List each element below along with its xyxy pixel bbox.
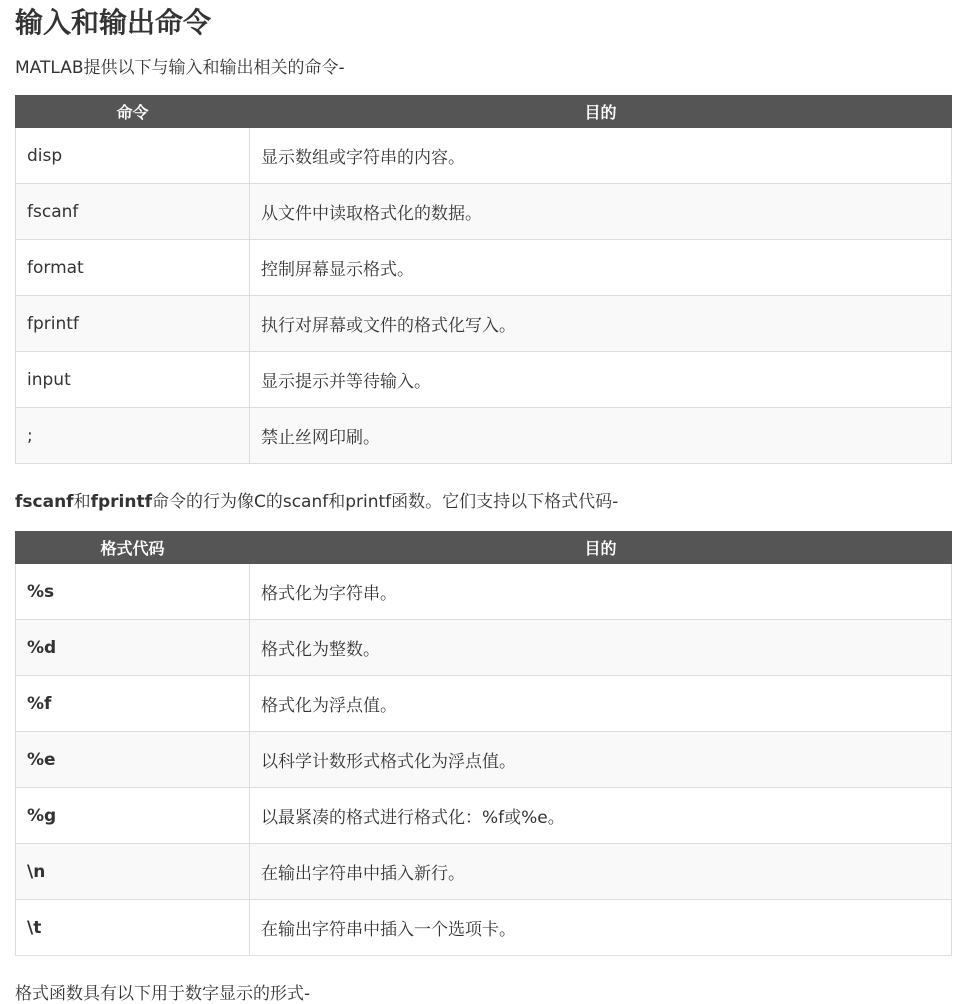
table-row: [16, 128, 952, 184]
description-text: 命令的行为像C的scanf和printf函数。它们支持以下格式代码-: [151, 492, 619, 512]
format-codes-table: [15, 531, 952, 956]
table-row: [16, 564, 952, 620]
format-code-cell: \t: [16, 900, 250, 956]
format-codes-paragraph: [15, 490, 618, 514]
keyword-fscanf: fscanf: [15, 492, 74, 512]
format-code-cell: %f: [16, 676, 250, 732]
table-header-row: [16, 96, 952, 128]
command-cell: input: [16, 352, 250, 408]
format-code-cell: %d: [16, 620, 250, 676]
intro-paragraph: MATLAB提供以下与输入和输出相关的命令-: [15, 58, 345, 78]
table-row: [16, 184, 952, 240]
purpose-cell: 禁止丝网印刷。: [250, 408, 952, 464]
command-cell: disp: [16, 128, 250, 184]
table-row: [16, 732, 952, 788]
purpose-cell: 格式化为浮点值。: [250, 676, 952, 732]
column-header-command: 命令: [16, 96, 250, 128]
table-row: [16, 676, 952, 732]
column-header-purpose: 目的: [250, 96, 952, 128]
command-cell: fprintf: [16, 296, 250, 352]
purpose-cell: 以最紧凑的格式进行格式化：%f或%e。: [250, 788, 952, 844]
purpose-cell: 显示提示并等待输入。: [250, 352, 952, 408]
keyword-fprintf: fprintf: [90, 492, 152, 512]
format-code-cell: %e: [16, 732, 250, 788]
command-cell: ;: [16, 408, 250, 464]
purpose-cell: 从文件中读取格式化的数据。: [250, 184, 952, 240]
table-row: [16, 352, 952, 408]
format-function-paragraph: 格式函数具有以下用于数字显示的形式-: [15, 984, 311, 1004]
purpose-cell: 在输出字符串中插入新行。: [250, 844, 952, 900]
page-title: 输入和输出命令: [15, 6, 212, 39]
purpose-cell: 控制屏幕显示格式。: [250, 240, 952, 296]
table-row: [16, 296, 952, 352]
format-code-cell: %s: [16, 564, 250, 620]
table-row: [16, 408, 952, 464]
purpose-cell: 执行对屏幕或文件的格式化写入。: [250, 296, 952, 352]
format-code-cell: \n: [16, 844, 250, 900]
conjunction-text: 和: [73, 492, 91, 512]
table-row: [16, 844, 952, 900]
column-header-format-code: 格式代码: [16, 532, 250, 564]
purpose-cell: 在输出字符串中插入一个选项卡。: [250, 900, 952, 956]
format-code-cell: %g: [16, 788, 250, 844]
commands-table: [15, 95, 952, 464]
table-row: [16, 788, 952, 844]
purpose-cell: 格式化为整数。: [250, 620, 952, 676]
table-header-row: [16, 532, 952, 564]
purpose-cell: 以科学计数形式格式化为浮点值。: [250, 732, 952, 788]
command-cell: format: [16, 240, 250, 296]
purpose-cell: 显示数组或字符串的内容。: [250, 128, 952, 184]
table-row: [16, 900, 952, 956]
table-row: [16, 240, 952, 296]
table-row: [16, 620, 952, 676]
column-header-purpose: 目的: [250, 532, 952, 564]
command-cell: fscanf: [16, 184, 250, 240]
purpose-cell: 格式化为字符串。: [250, 564, 952, 620]
